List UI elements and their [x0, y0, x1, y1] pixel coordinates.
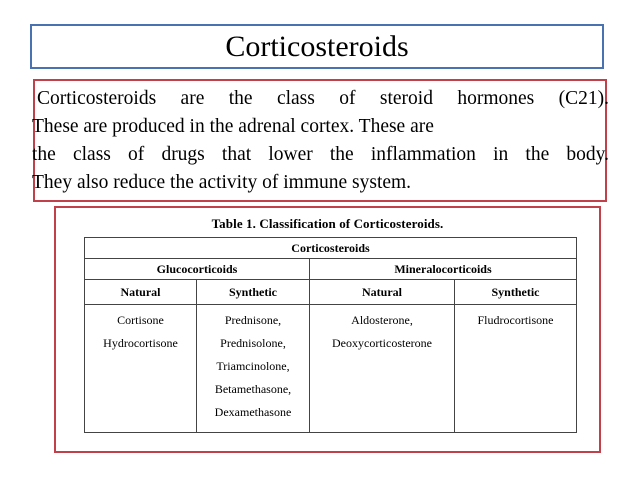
cell-mineral-synthetic: [455, 305, 577, 433]
drug-prednisone: Prednisone,: [224, 313, 282, 327]
drug-deoxycorticosterone: Deoxycorticosterone: [332, 336, 432, 350]
drug-dexamethasone: Dexamethasone: [214, 405, 292, 419]
subheader-mineral-synthetic: Synthetic: [455, 280, 577, 305]
cell-gluco-synthetic: [197, 305, 310, 433]
intro-line-1: Corticosteroids are the class of steroid hormones (C21).: [37, 88, 609, 109]
intro-line-4: They also reduce the activity of immune system.: [32, 172, 412, 193]
header-mineralocorticoids: Mineralocorticoids: [310, 259, 577, 280]
drug-hydrocortisone: Hydrocortisone: [103, 336, 178, 350]
intro-text-box: [33, 79, 607, 202]
drug-triamcinolone: Triamcinolone,: [216, 359, 290, 373]
classification-table-box: [54, 206, 601, 453]
subheader-gluco-synthetic: Synthetic: [197, 280, 310, 305]
intro-line-2: These are produced in the adrenal cortex. These are: [32, 116, 434, 137]
header-corticosteroids: Corticosteroids: [85, 238, 577, 259]
intro-line-3: the class of drugs that lower the inflammation in the body.: [32, 144, 609, 165]
cell-gluco-natural: [85, 305, 197, 433]
drug-aldosterone: Aldosterone,: [351, 313, 413, 327]
classification-table: [84, 237, 577, 433]
subheader-gluco-natural: Natural: [85, 280, 197, 305]
title-box: [30, 24, 604, 69]
slide-title: Corticosteroids: [225, 29, 409, 63]
table-caption: Table 1. Classification of Corticosteroids.: [211, 216, 444, 231]
drug-cortisone: Cortisone: [117, 313, 164, 327]
subheader-mineral-natural: Natural: [310, 280, 455, 305]
drug-fludrocortisone: Fludrocortisone: [477, 313, 554, 327]
header-glucocorticoids: Glucocorticoids: [85, 259, 310, 280]
drug-betamethasone: Betamethasone,: [214, 382, 292, 396]
drug-prednisolone: Prednisolone,: [220, 336, 286, 350]
cell-mineral-natural: [310, 305, 455, 433]
